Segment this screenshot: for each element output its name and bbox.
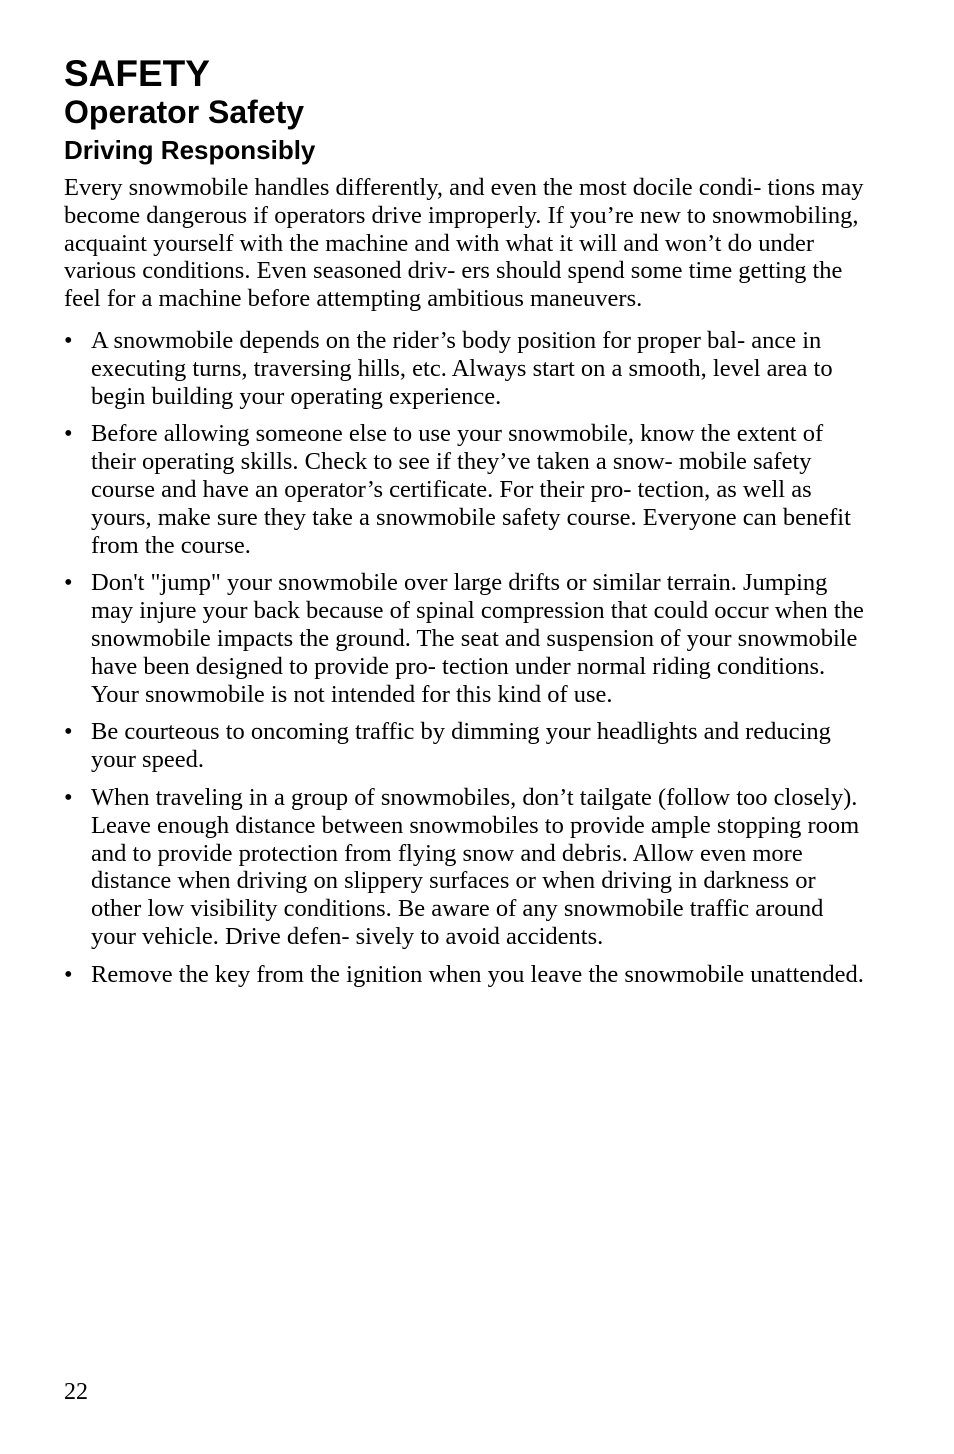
- intro-paragraph: Every snowmobile handles differently, and even the most docile condi- tions may become dangerous if operators drive improperly. If you’re new to snowmobiling, acquaint yourself with the machine and with what it will and won’t do under various conditions. Even seasoned driv- ers should spend some time getting the feel for a machine before attempting ambitious maneuvers.: [64, 174, 864, 313]
- bullet-marker: •: [64, 326, 73, 354]
- list-item: [64, 327, 864, 410]
- list-item: [64, 420, 864, 559]
- subsection-title: Operator Safety: [64, 94, 305, 130]
- list-item: [64, 784, 864, 951]
- list-item: [64, 569, 864, 708]
- list-item: [64, 718, 864, 774]
- bullet-marker: •: [64, 420, 73, 448]
- list-item: [64, 961, 864, 989]
- bullet-marker: •: [64, 718, 73, 746]
- bullet-marker: •: [64, 569, 73, 597]
- section-title: SAFETY: [64, 53, 210, 94]
- bullet-marker: •: [64, 960, 73, 988]
- list-item-text: Remove the key from the ignition when you leave the snowmobile unattended.: [91, 960, 864, 988]
- list-item-text: A snowmobile depends on the rider’s body position for proper bal- ance in executing turns, traversing hills, etc. Always start on a smooth, level area to begin building your operating experience.: [91, 326, 833, 410]
- list-item-text: Don't "jump" your snowmobile over large drifts or similar terrain. Jumping may injure your back because of spinal compression that could occur when the snowmobile impacts the ground. The seat and suspension of your snowmobile have been designed to provide pro- tection under normal riding conditions. Your snowmobile is not intended for this kind of use.: [91, 569, 864, 708]
- document-page: [64, 54, 864, 999]
- list-item-text: Before allowing someone else to use your snowmobile, know the extent of their operating skills. Check to see if they’ve taken a snow- mobile safety course and have an operator’s certificate. For their pro- tection, as well as yours, make sure they take a snowmobile safety course. Everyone can benefit from the course.: [91, 420, 851, 559]
- bullet-list: [64, 327, 864, 989]
- bullet-marker: •: [64, 783, 73, 811]
- list-item-text: Be courteous to oncoming traffic by dimming your headlights and reducing your speed.: [91, 718, 831, 774]
- page-number: 22: [64, 1379, 88, 1405]
- topic-heading: Driving Responsibly: [64, 135, 316, 165]
- list-item-text: When traveling in a group of snowmobiles, don’t tailgate (follow too closely). Leave enough distance between snowmobiles to provide ample stopping room and to provide protection from flying snow and debris. Allow even more distance when driving on slippery surfaces or when driving in darkness or other low visibility conditions. Be aware of any snowmobile traffic around your vehicle. Drive defen- sively to avoid accidents.: [91, 783, 860, 950]
